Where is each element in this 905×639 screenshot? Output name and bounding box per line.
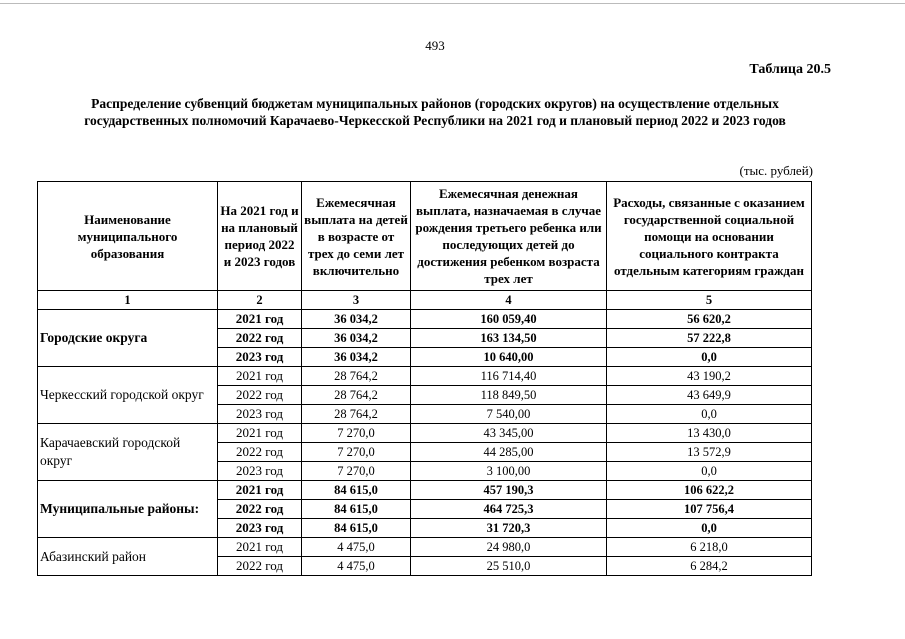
municipality-name: Городские округа	[38, 310, 218, 367]
monthly-payment-3-7-cell: 28 764,2	[302, 386, 411, 405]
table-row	[38, 538, 812, 557]
year-cell: 2023 год	[218, 348, 302, 367]
column-number-row	[38, 291, 812, 310]
col-number: 1	[38, 291, 218, 310]
social-contract-cell: 106 622,2	[607, 481, 812, 500]
monthly-payment-3-7-cell: 36 034,2	[302, 329, 411, 348]
social-contract-cell: 56 620,2	[607, 310, 812, 329]
page-number: 493	[425, 38, 445, 53]
year-cell: 2023 год	[218, 405, 302, 424]
municipality-name: Черкесский городской округ	[38, 367, 218, 424]
col-number: 4	[411, 291, 607, 310]
social-contract-cell: 13 430,0	[607, 424, 812, 443]
header-col-2: На 2021 год и на плановый период 2022 и 2023 годов	[218, 182, 302, 291]
year-cell: 2023 год	[218, 519, 302, 538]
header-col-5: Расходы, связанные с оказанием государственной социальной помощи на основании социального контракта отдельным категориям граждан	[607, 182, 812, 291]
third-child-payment-cell: 44 285,00	[411, 443, 607, 462]
third-child-payment-cell: 116 714,40	[411, 367, 607, 386]
header-col-1: Наименование муниципального образования	[38, 182, 218, 291]
monthly-payment-3-7-cell: 36 034,2	[302, 310, 411, 329]
col-number: 5	[607, 291, 812, 310]
third-child-payment-cell: 10 640,00	[411, 348, 607, 367]
monthly-payment-3-7-cell: 28 764,2	[302, 405, 411, 424]
social-contract-cell: 0,0	[607, 462, 812, 481]
monthly-payment-3-7-cell: 36 034,2	[302, 348, 411, 367]
year-cell: 2021 год	[218, 367, 302, 386]
document-title: Распределение субвенций бюджетам муниципальных районов (городских округов) на осуществление отдельных государственных полномочий Карачаево-Черкесской Республики на 2021 год и плановый период 2022 и 2023 годов	[84, 96, 786, 128]
table-row	[38, 367, 812, 386]
social-contract-cell: 13 572,9	[607, 443, 812, 462]
monthly-payment-3-7-cell: 7 270,0	[302, 462, 411, 481]
year-cell: 2022 год	[218, 500, 302, 519]
social-contract-cell: 0,0	[607, 519, 812, 538]
header-col-3: Ежемесячная выплата на детей в возрасте от трех до семи лет включительно	[302, 182, 411, 291]
third-child-payment-cell: 31 720,3	[411, 519, 607, 538]
third-child-payment-cell: 24 980,0	[411, 538, 607, 557]
third-child-payment-cell: 457 190,3	[411, 481, 607, 500]
year-cell: 2022 год	[218, 386, 302, 405]
table-row	[38, 310, 812, 329]
year-cell: 2021 год	[218, 538, 302, 557]
year-cell: 2021 год	[218, 424, 302, 443]
social-contract-cell: 0,0	[607, 405, 812, 424]
year-cell: 2021 год	[218, 310, 302, 329]
social-contract-cell: 43 649,9	[607, 386, 812, 405]
col-number: 3	[302, 291, 411, 310]
top-border-line	[0, 3, 905, 4]
col-number: 2	[218, 291, 302, 310]
table-row	[38, 424, 812, 443]
monthly-payment-3-7-cell: 7 270,0	[302, 424, 411, 443]
monthly-payment-3-7-cell: 4 475,0	[302, 538, 411, 557]
monthly-payment-3-7-cell: 7 270,0	[302, 443, 411, 462]
municipality-name: Абазинский район	[38, 538, 218, 576]
social-contract-cell: 107 756,4	[607, 500, 812, 519]
social-contract-cell: 0,0	[607, 348, 812, 367]
third-child-payment-cell: 464 725,3	[411, 500, 607, 519]
year-cell: 2022 год	[218, 329, 302, 348]
social-contract-cell: 43 190,2	[607, 367, 812, 386]
monthly-payment-3-7-cell: 4 475,0	[302, 557, 411, 576]
third-child-payment-cell: 43 345,00	[411, 424, 607, 443]
table-header-row	[38, 182, 812, 291]
monthly-payment-3-7-cell: 84 615,0	[302, 500, 411, 519]
header-col-4: Ежемесячная денежная выплата, назначаемая в случае рождения третьего ребенка или последующих детей до достижения ребенком возраста трех лет	[411, 182, 607, 291]
third-child-payment-cell: 160 059,40	[411, 310, 607, 329]
monthly-payment-3-7-cell: 84 615,0	[302, 481, 411, 500]
social-contract-cell: 6 218,0	[607, 538, 812, 557]
year-cell: 2021 год	[218, 481, 302, 500]
table-row	[38, 481, 812, 500]
monthly-payment-3-7-cell: 28 764,2	[302, 367, 411, 386]
monthly-payment-3-7-cell: 84 615,0	[302, 519, 411, 538]
year-cell: 2022 год	[218, 557, 302, 576]
third-child-payment-cell: 25 510,0	[411, 557, 607, 576]
subsidy-table	[37, 181, 812, 576]
municipality-name: Карачаевский городской округ	[38, 424, 218, 481]
table-label: Таблица 20.5	[749, 62, 831, 77]
year-cell: 2022 год	[218, 443, 302, 462]
social-contract-cell: 6 284,2	[607, 557, 812, 576]
municipality-name: Муниципальные районы:	[38, 481, 218, 538]
third-child-payment-cell: 118 849,50	[411, 386, 607, 405]
third-child-payment-cell: 7 540,00	[411, 405, 607, 424]
social-contract-cell: 57 222,8	[607, 329, 812, 348]
third-child-payment-cell: 163 134,50	[411, 329, 607, 348]
third-child-payment-cell: 3 100,00	[411, 462, 607, 481]
year-cell: 2023 год	[218, 462, 302, 481]
unit-label: (тыс. рублей)	[739, 163, 813, 178]
